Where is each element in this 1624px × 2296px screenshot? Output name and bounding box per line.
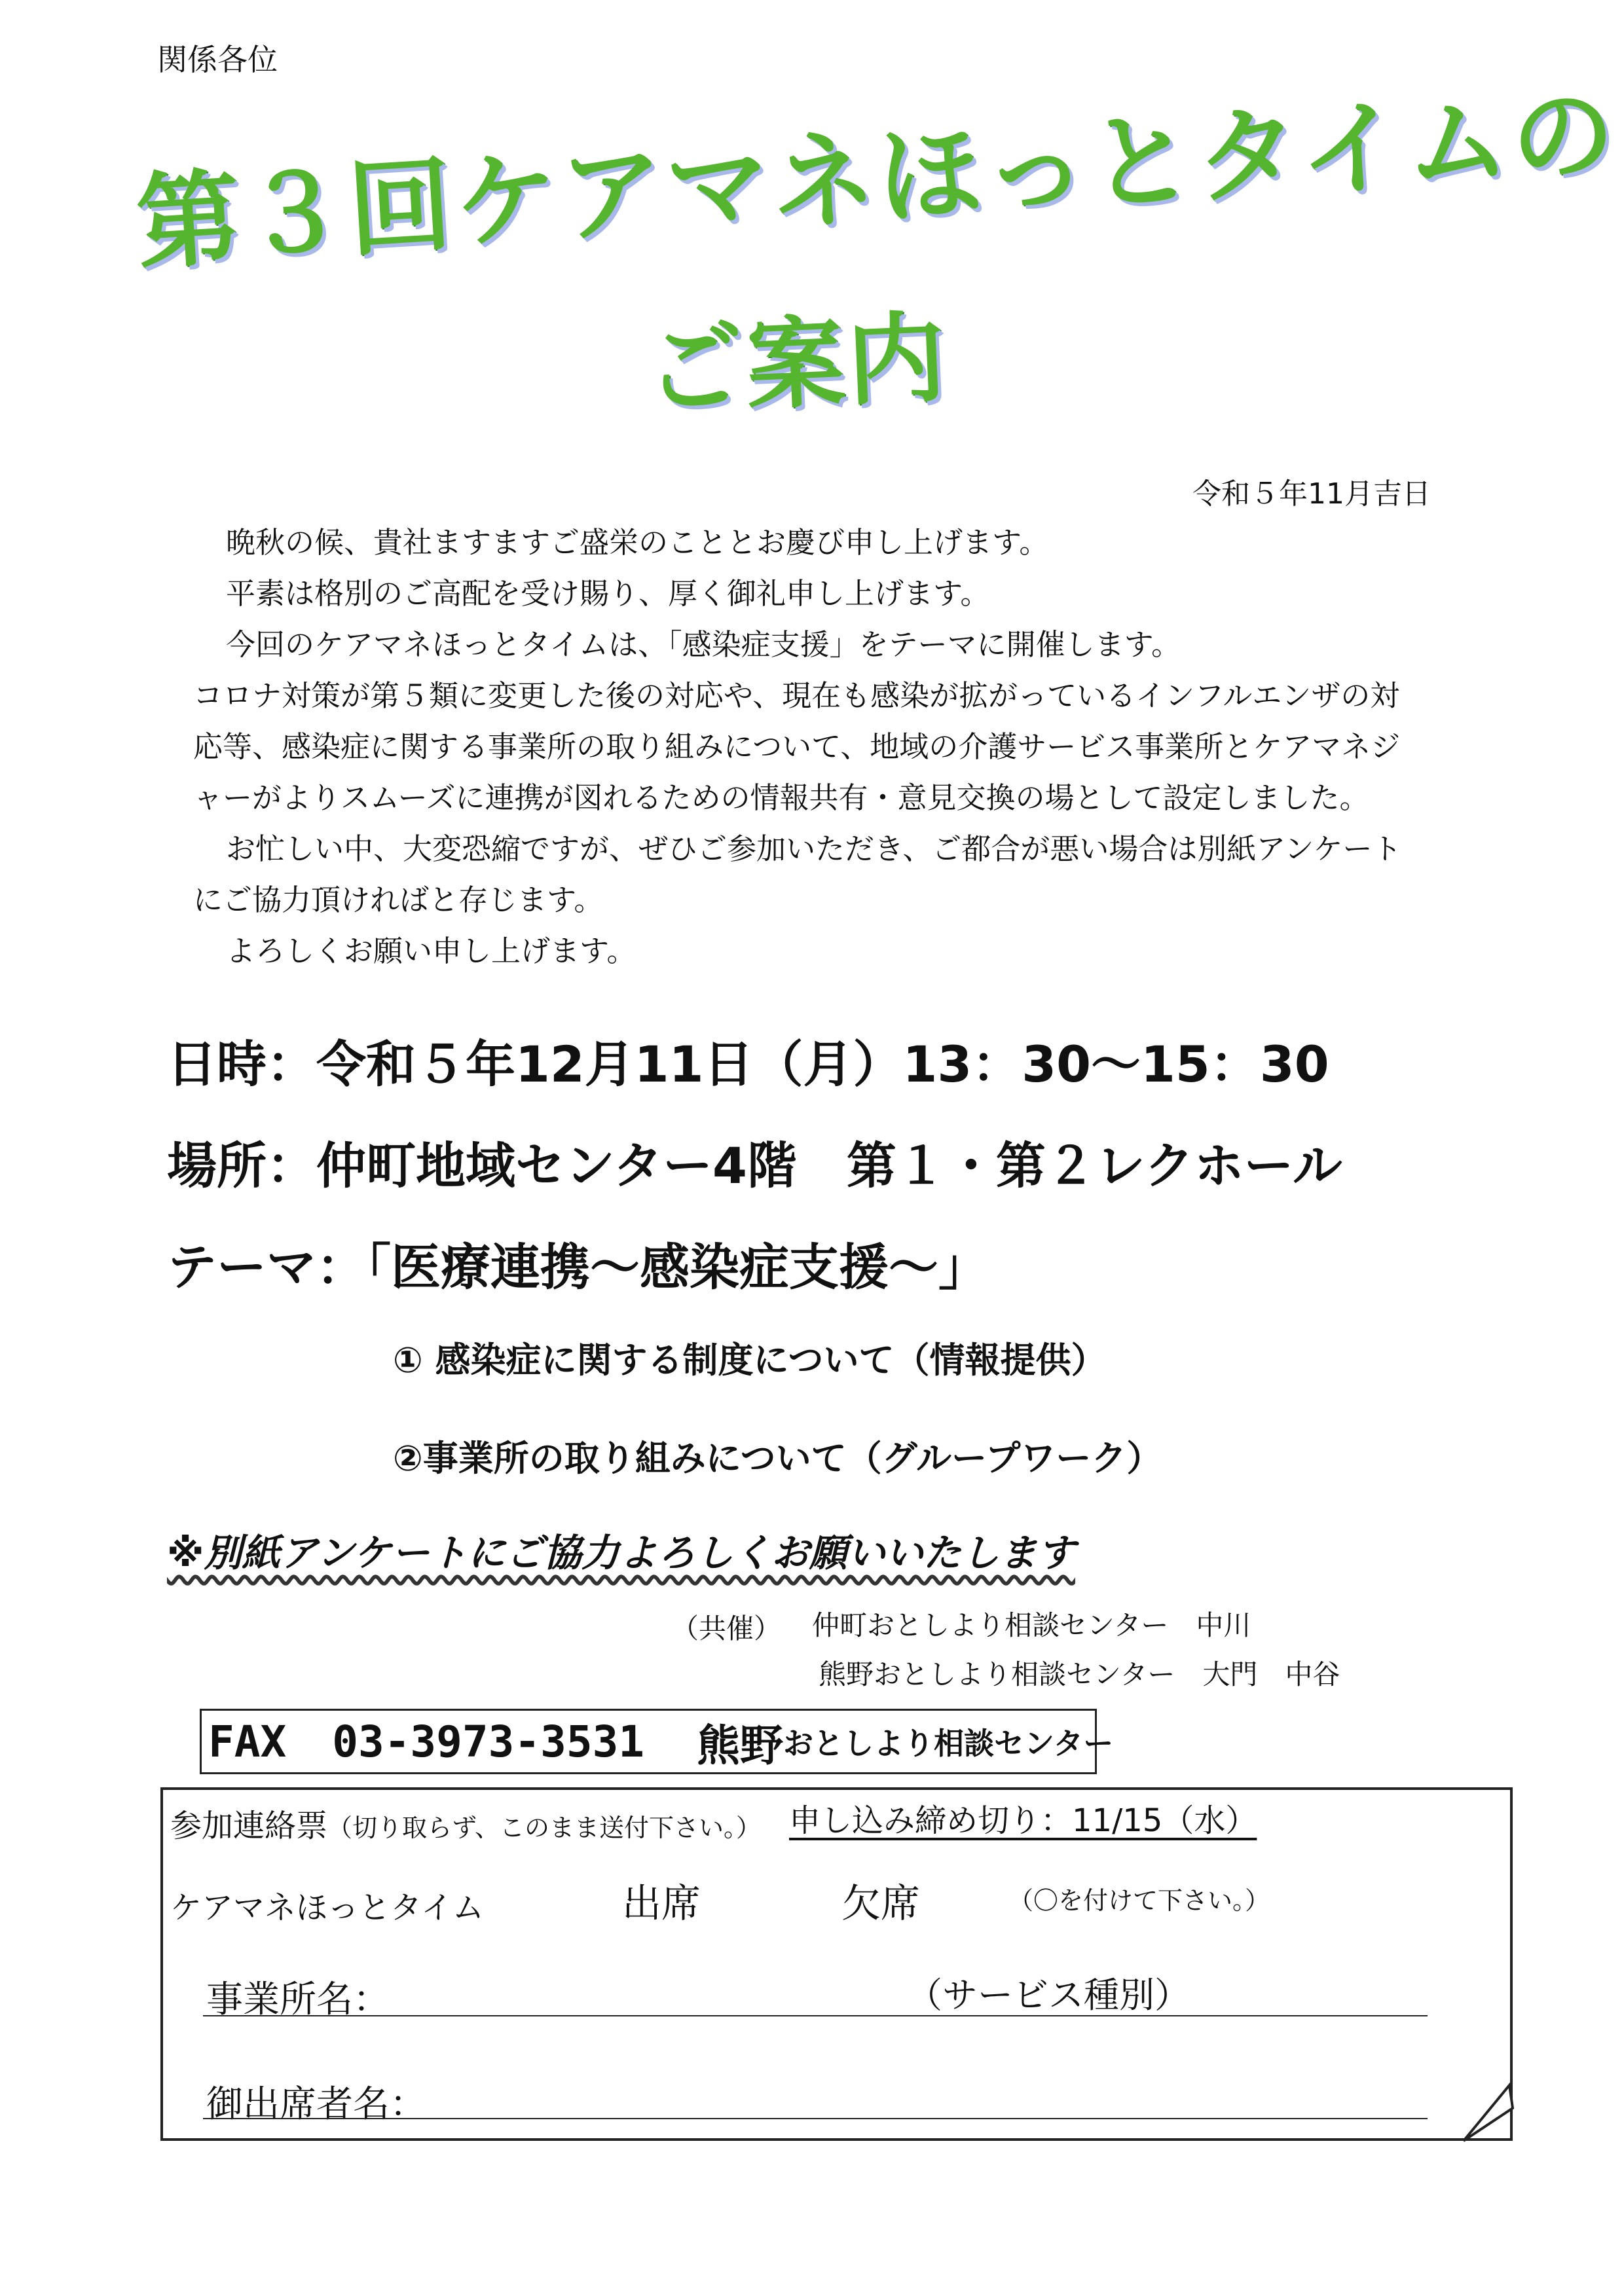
- fax-center: おとしより相談センター: [783, 1726, 1114, 1761]
- body-line: 晩秋の候、貴社ますますご盛栄のこととお慶び申し上げます。: [226, 525, 1049, 560]
- fax-label: FAX: [208, 1716, 287, 1767]
- addressee: 関係各位: [157, 42, 278, 77]
- body-line: にご協力頂ければと存じます。: [193, 883, 604, 917]
- form-title: [170, 1800, 761, 1846]
- event-theme: テーマ：「医療連携～感染症支援～」: [167, 1238, 988, 1296]
- form-title-label: 参加連絡票: [170, 1808, 328, 1844]
- body-line: 平素は格別のご高配を受け賜り、厚く御礼申し上げます。: [226, 576, 990, 611]
- office-name-field[interactable]: [203, 2015, 1428, 2016]
- form-event-name: ケアマネほっとタイム: [170, 1889, 485, 1926]
- fax-place: 熊野: [697, 1720, 784, 1771]
- title-line-1: 第３回ケアマネほっとタイムの: [133, 73, 1621, 285]
- issue-date: 令和５年11月吉日: [1192, 477, 1431, 511]
- absent-option[interactable]: 欠席: [841, 1881, 920, 1927]
- body-line: 応等、感染症に関する事業所の取り組みについて、地域の介護サービス事業所とケアマネジ: [193, 729, 1401, 764]
- body-line: よろしくお願い申し上げます。: [226, 934, 637, 968]
- event-place: 場所：仲町地域センター4階 第１・第２レクホール: [167, 1137, 1342, 1195]
- attendee-name-field[interactable]: [203, 2118, 1428, 2119]
- survey-request: ※別紙アンケートにご協力よろしくお願いいたします: [167, 1531, 1075, 1575]
- deadline: 申し込み締め切り：11/15（水）: [789, 1802, 1257, 1839]
- folded-corner: [1460, 2069, 1519, 2147]
- greeting-body: [193, 517, 1542, 977]
- service-type-label: （サービス種別）: [907, 1975, 1190, 2016]
- attend-option[interactable]: 出席: [622, 1881, 701, 1927]
- form-title-note: （切り取らず、このまま送付下さい。）: [327, 1813, 761, 1842]
- body-line: ャーがよりスムーズに連携が図れるための情報共有・意見交換の場として設定しました。: [193, 780, 1369, 815]
- sponsor-line-1: 仲町おとしより相談センター 中川: [812, 1609, 1251, 1641]
- body-line: 今回のケアマネほっとタイムは、「感染症支援」をテーマに開催します。: [226, 627, 1181, 662]
- body-line: お忙しい中、大変恐縮ですが、ぜひご参加いただき、ご都合が悪い場合は別紙アンケート: [226, 831, 1402, 866]
- sponsor-label: （共催）: [671, 1613, 782, 1645]
- agenda-item-2: ②事業所の取り組みについて（グループワーク）: [393, 1438, 1162, 1479]
- fax-box: [200, 1709, 1114, 1774]
- mark-note: （〇を付けて下さい。）: [1008, 1886, 1270, 1915]
- fax-number: 03-3973-3531: [332, 1716, 645, 1767]
- office-name-label: 事業所名：: [206, 1978, 390, 2021]
- attendee-name-label: 御出席者名：: [206, 2083, 426, 2126]
- title-line-2: ご案内: [643, 301, 951, 429]
- agenda-item-1: ① 感染症に関する制度について（情報提供）: [393, 1339, 1107, 1381]
- event-datetime: 日時：令和５年12月11日（月）13：30～15：30: [167, 1035, 1329, 1093]
- body-line: コロナ対策が第５類に変更した後の対応や、現在も感染が拡がっているインフルエンザの対: [193, 678, 1400, 713]
- sponsor-line-2: 熊野おとしより相談センター 大門 中谷: [819, 1658, 1340, 1690]
